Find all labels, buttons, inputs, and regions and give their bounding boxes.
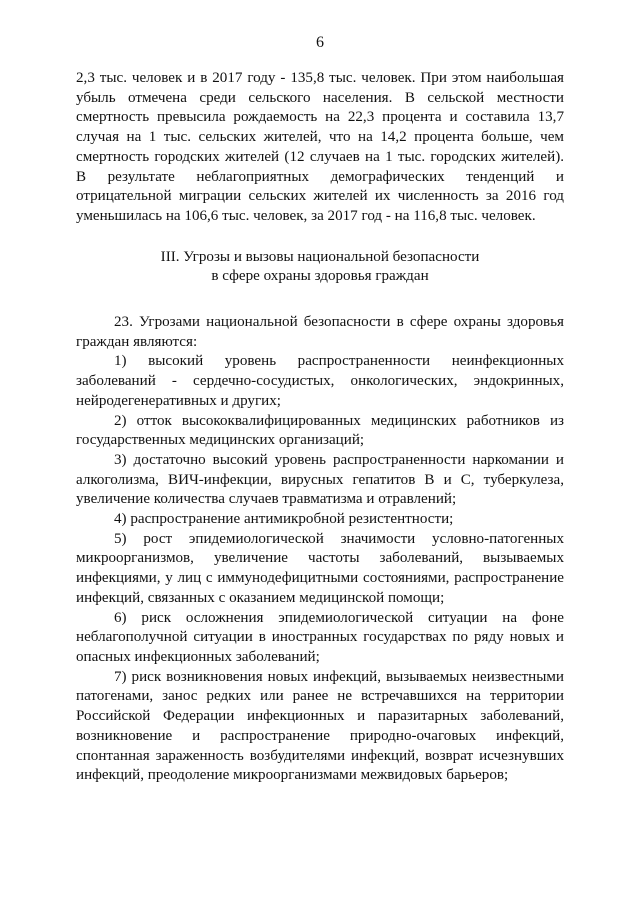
page-number: 6 (316, 34, 324, 51)
list-item-4: 4) распространение антимикробной резистентности; (114, 511, 454, 528)
section-heading (76, 248, 564, 287)
list-item-5: 5) рост эпидемиологической значимости условно-патогенных микроорганизмов, увеличение частоты заболеваний, вызываемых инфекциями, у лиц с иммунодефицитными состояниями, распространение инфекций, связанных с оказанием медицинской помощи; (76, 530, 564, 606)
list-item-3: 3) достаточно высокий уровень распространенности наркомании и алкоголизма, ВИЧ-инфекции, вирусных гепатитов B и C, туберкулеза, увеличение количества случаев травматизма и отравлений; (76, 451, 564, 508)
section-heading-line-2: в сфере охраны здоровья граждан (211, 268, 429, 285)
paragraph-23: 23. Угрозами национальной безопасности в сфере охраны здоровья граждан являются: (76, 314, 564, 350)
list-item-7: 7) риск возникновения новых инфекций, вызываемых неизвестными патогенами, занос редких или ранее не встречавшихся на территории Российской Федерации инфекционных и паразитарных заболеваний, возникновение и распространение природно-очаговых инфекций, спонтанная зараженность возбудителями инфекций, возврат исчезнувших инфекций, преодоление микроорганизмами межвидовых барьеров; (76, 668, 564, 784)
intro-paragraph: 2,3 тыс. человек и в 2017 году - 135,8 тыс. человек. При этом наибольшая убыль отмечена среди сельского населения. В сельской местности смертность превысила рождаемость на 22,3 процента и составила 13,7 случая на 1 тыс. сельских жителей, что на 14,2 процента больше, чем смертность городских жителей (12 случаев на 1 тыс. городских жителей). В результате неблагоприятных демографических тенденций и отрицательной миграции сельских жителей их численность за 2016 год уменьшилась на 106,6 тыс. человек, за 2017 год - на 116,8 тыс. человек. (76, 70, 564, 224)
list-item-2: 2) отток высококвалифицированных медицинских работников из государственных медицинских организаций; (76, 412, 564, 449)
document-body (76, 69, 564, 786)
list-item-6: 6) риск осложнения эпидемиологической ситуации на фоне неблагополучной ситуации в иностранных государствах по ряду новых и опасных инфекционных заболеваний; (76, 609, 564, 665)
section-heading-line-1: III. Угрозы и вызовы национальной безопасности (160, 248, 480, 265)
list-item-1: 1) высокий уровень распространенности неинфекционных заболеваний - сердечно-сосудистых, онкологических, эндокринных, нейродегенеративных и других; (76, 353, 564, 409)
